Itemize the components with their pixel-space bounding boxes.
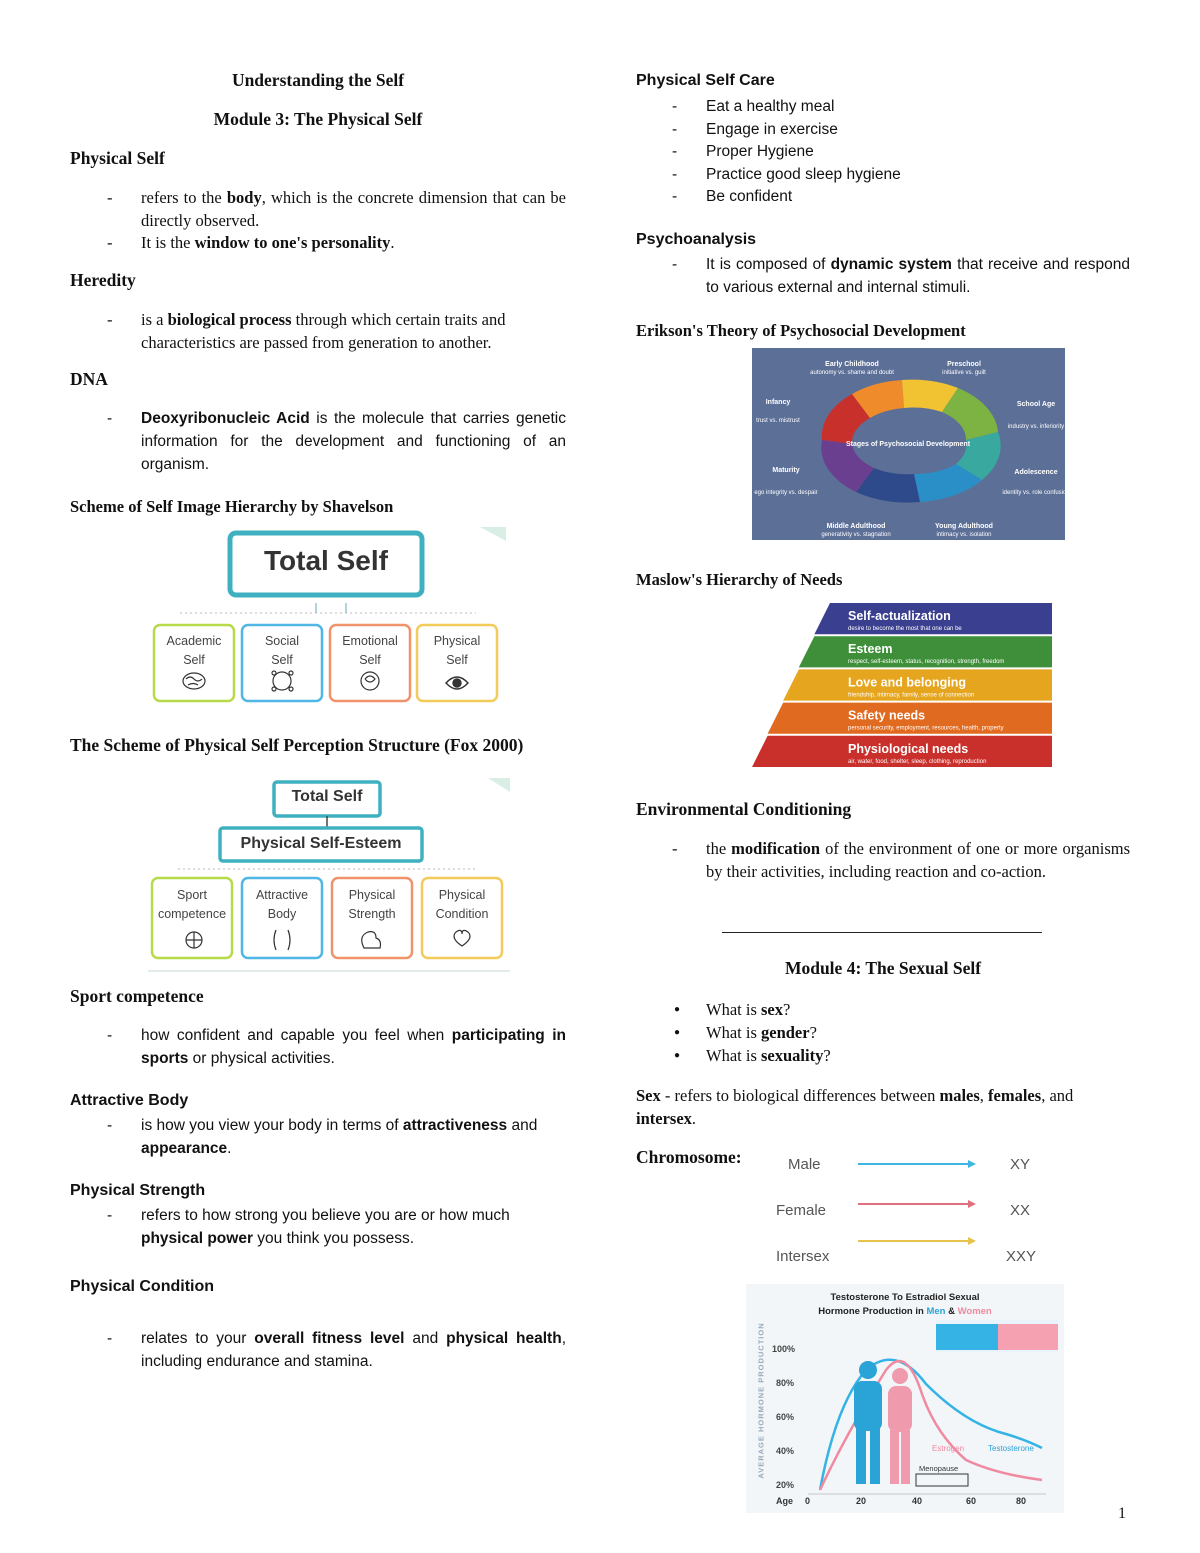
text: . [691,1109,697,1128]
chromosome-arrows [770,1148,1050,1278]
x-axis-label: Age [776,1496,794,1506]
stage-sub: generativity vs. stagnation [821,532,891,538]
stage-sub: industry vs. inferiority [1007,424,1065,430]
text: - refers to biological differences between [660,1086,940,1105]
bold-term: males [939,1086,980,1105]
text: . [227,1140,232,1157]
stage-name: Maturity [772,467,800,474]
hormone-chart [746,1284,1064,1513]
text: the [706,839,732,858]
maslow-level-name: Love and belonging [848,675,967,690]
text: is the molecule that carries genetic information for the development and functioning of an organism. [141,410,567,473]
attractive-bullet [141,1114,566,1160]
document-title: Understanding the Self [231,70,405,90]
text: Strength [348,907,396,921]
text: through which certain traits and characteristics are passed from generation to another. [141,310,506,352]
condition-heading: Physical Condition [70,1278,215,1295]
text: you think you possess. [252,1230,415,1247]
text: , and [1041,1086,1074,1105]
bold-term: physical power [141,1230,253,1247]
dna-bullet [141,407,566,476]
psycho-heading: Psychoanalysis [636,231,757,248]
chromosome-row-name: Intersex [776,1248,830,1265]
maslow-level-desc: friendship, intimacy, family, sense of connection [848,692,975,699]
text: ? [809,1023,817,1042]
condition-bullet [141,1327,566,1373]
text: Social [264,634,300,648]
maslow-level-name: Esteem [848,642,893,657]
strength-heading: Physical Strength [70,1182,206,1199]
sport-heading: Sport competence [70,986,204,1006]
text: Self [183,653,205,667]
total-self-label: Total Self [264,545,388,576]
maslow-heading: Maslow's Hierarchy of Needs [636,570,843,589]
text: , including endurance and stamina. [141,1330,566,1370]
bold-term: participating in sports [141,1027,566,1067]
text: Physical [348,888,396,902]
text: competence [157,907,227,921]
question-item [706,1044,831,1067]
male-arrow [858,1160,976,1168]
maslow-level-name: Physiological needs [848,741,969,756]
erikson-heading: Erikson's Theory of Psychosocial Development [636,321,966,340]
x-tick: 0 [805,1496,811,1506]
chromosome-label: Chromosome: [636,1147,742,1167]
chromosome-row-value: XXY [1006,1248,1037,1265]
bold-term: attractiveness [402,1117,508,1134]
y-tick: 80% [776,1378,795,1388]
x-tick: 40 [912,1496,923,1506]
strength-bullet [141,1204,566,1250]
env-heading: Environmental Conditioning [636,799,852,819]
stage-name: School Age [1016,401,1056,408]
text: is how you view your body in terms of [141,1117,403,1134]
heredity-bullet [141,308,566,354]
fox-total-self-label: Total Self [291,788,363,805]
erikson-figure [752,348,1065,540]
heredity-heading: Heredity [70,270,136,290]
selfcare-item: - Engage in exercise [706,118,838,141]
text: Hormone Production in [818,1306,927,1317]
stage-name: Infancy [765,399,791,406]
y-tick: 100% [772,1344,796,1354]
text: ? [823,1046,831,1065]
bold-term: appearance [141,1140,228,1157]
text: Physical [433,634,481,648]
y-tick: 20% [776,1480,795,1490]
text: Sport [177,888,207,902]
female-arrow [858,1200,976,1208]
bold-term: females [988,1086,1042,1105]
y-axis-label: AVERAGE HORMONE PRODUCTION [756,1322,766,1479]
stage-name: Early Childhood [825,361,879,368]
text: Condition [435,907,489,921]
stage-sub: initiative vs. guilt [942,370,986,376]
hormone-svg [746,1284,1064,1513]
text: Self [446,653,468,667]
bold-term: Sex [636,1086,661,1105]
bold-term: dynamic system [830,256,952,273]
menopause-box [916,1474,968,1486]
text: refers to the [141,188,227,207]
text: , which is the concrete dimension that can be directly observed. [141,188,566,230]
bold-term: sexuality [761,1046,824,1065]
text: relates to your [141,1330,255,1347]
legend-women [998,1324,1058,1350]
academic-label [154,632,234,670]
condition-label [422,886,502,924]
y-tick: 60% [776,1412,795,1422]
sport-label [152,886,232,924]
intersex-arrow [858,1237,976,1245]
emotional-label [330,632,410,670]
text: of the environment of one or more organisms by their activities, including reaction and co-action. [706,839,1130,881]
chromosome-row-value: XY [1010,1156,1031,1173]
menopause-label: Menopause [919,1464,959,1473]
men-label: Men [926,1306,946,1317]
psycho-bullet [706,253,1130,299]
women-label: Women [957,1306,992,1317]
physical-self-bullet-1 [141,186,566,232]
ring-center-label: Stages of Psychosocial Development [845,441,971,448]
bold-term: sex [761,1000,783,1019]
text: or physical activities. [188,1050,335,1067]
text: Physical [438,888,486,902]
stage-name: Adolescence [1014,469,1058,476]
testosterone-label: Testosterone [988,1444,1034,1453]
text: Attractive [255,888,309,902]
question-item [706,998,790,1021]
x-tick: 20 [856,1496,867,1506]
page-number: 1 [1118,1505,1126,1522]
text: and [507,1117,538,1134]
stage-name: Middle Adulthood [826,523,886,530]
maslow-level-desc: respect, self-esteem, status, recognition, strength, freedom [848,659,1005,666]
env-bullet [706,837,1130,883]
selfcare-item: - Be confident [706,185,792,208]
dna-heading: DNA [70,369,108,389]
maslow-svg [752,603,1052,769]
chart-title: Testosterone To Estradiol Sexual [830,1292,980,1303]
maslow-level-desc: desire to become the most that one can be [848,626,962,632]
text: Body [267,907,297,921]
stage-sub: ego integrity vs. despair [754,490,818,496]
bold-term: modification [731,839,821,858]
corner-decoration [480,527,506,541]
text: . [390,233,395,252]
text: What is [706,1046,761,1065]
selfcare-item: - Proper Hygiene [706,140,814,163]
text: What is [706,1023,761,1042]
maslow-level-desc: air, water, food, shelter, sleep, clothing, reproduction [848,758,987,765]
physical-self-esteem-label: Physical Self-Esteem [240,835,402,852]
chromosome-row-name: Female [776,1202,827,1219]
corner-decoration [488,778,510,792]
text: What is [706,1000,761,1019]
text: Self [359,653,381,667]
text: & [945,1306,958,1317]
stage-sub: autonomy vs. shame and doubt [810,370,894,376]
question-item [706,1021,817,1044]
stage-name: Young Adulthood [935,523,993,530]
estrogen-label: Estrogen [932,1444,965,1453]
text: It is composed of [706,256,831,273]
stage-name: Preschool [947,361,981,368]
text: Emotional [342,634,398,648]
erikson-svg [752,348,1065,540]
text: It is the [141,233,195,252]
text: refers to how strong you believe you are or how much [141,1207,510,1224]
module4-title: Module 4: The Sexual Self [784,958,982,978]
physical-self-bullet-2 [141,231,566,254]
bold-term: overall fitness level [254,1330,405,1347]
shavelson-heading: Scheme of Self Image Hierarchy by Shavelson [70,497,394,516]
sport-icon [186,932,202,948]
physical-self-heading: Physical Self [70,148,165,168]
text: Self [271,653,293,667]
y-tick: 40% [776,1446,795,1456]
chromosome-row-value: XX [1010,1202,1031,1219]
chromosome-row-name: Male [788,1156,821,1173]
social-label [242,632,322,670]
fox-diagram [148,778,510,974]
fox-heading: The Scheme of Physical Self Perception Structure (Fox 2000) [70,735,524,755]
female-figure-icon [888,1368,912,1484]
bold-term: intersex [636,1109,692,1128]
bold-term: biological process [167,310,292,329]
selfcare-item: - Eat a healthy meal [706,95,834,118]
section-divider [722,932,1042,933]
stage-sub: intimacy vs. isolation [936,532,992,538]
bold-term: physical health [446,1330,562,1347]
stage-sub: identity vs. role confusion [1002,490,1065,496]
selfcare-item: - Practice good sleep hygiene [706,163,901,186]
attractive-label [242,886,322,924]
text: and [404,1330,447,1347]
x-tick: 80 [1016,1496,1027,1506]
stage-sub: trust vs. mistrust [756,418,800,424]
text: that receive and respond to various external and internal stimuli. [706,256,1131,296]
legend-men [936,1324,998,1350]
bold-term: body [226,188,262,207]
module3-title: Module 3: The Physical Self [213,109,423,129]
shavelson-diagram [150,527,506,707]
sex-definition [636,1084,1130,1130]
bold-term: window to one's personality [194,233,391,252]
text: , [979,1086,989,1105]
bold-term: gender [761,1023,810,1042]
text: how confident and capable you feel when [141,1027,452,1044]
chart-subtitle [746,1306,1064,1317]
chromosome-table [770,1148,1050,1278]
text: ? [783,1000,791,1019]
bold-term: Deoxyribonucleic Acid [141,410,310,427]
x-tick: 60 [966,1496,977,1506]
text: is a [141,310,168,329]
sport-bullet [141,1024,566,1070]
maslow-pyramid [752,603,1052,769]
maslow-level-name: Self-actualization [848,609,951,623]
text: Academic [166,634,222,648]
maslow-level-name: Safety needs [848,708,926,723]
physical-label [417,632,497,670]
selfcare-heading: Physical Self Care [636,72,775,89]
attractive-heading: Attractive Body [70,1092,189,1109]
strength-label [332,886,412,924]
maslow-level-desc: personal security, employment, resources, health, property [848,725,1004,732]
fox-svg [148,778,510,974]
